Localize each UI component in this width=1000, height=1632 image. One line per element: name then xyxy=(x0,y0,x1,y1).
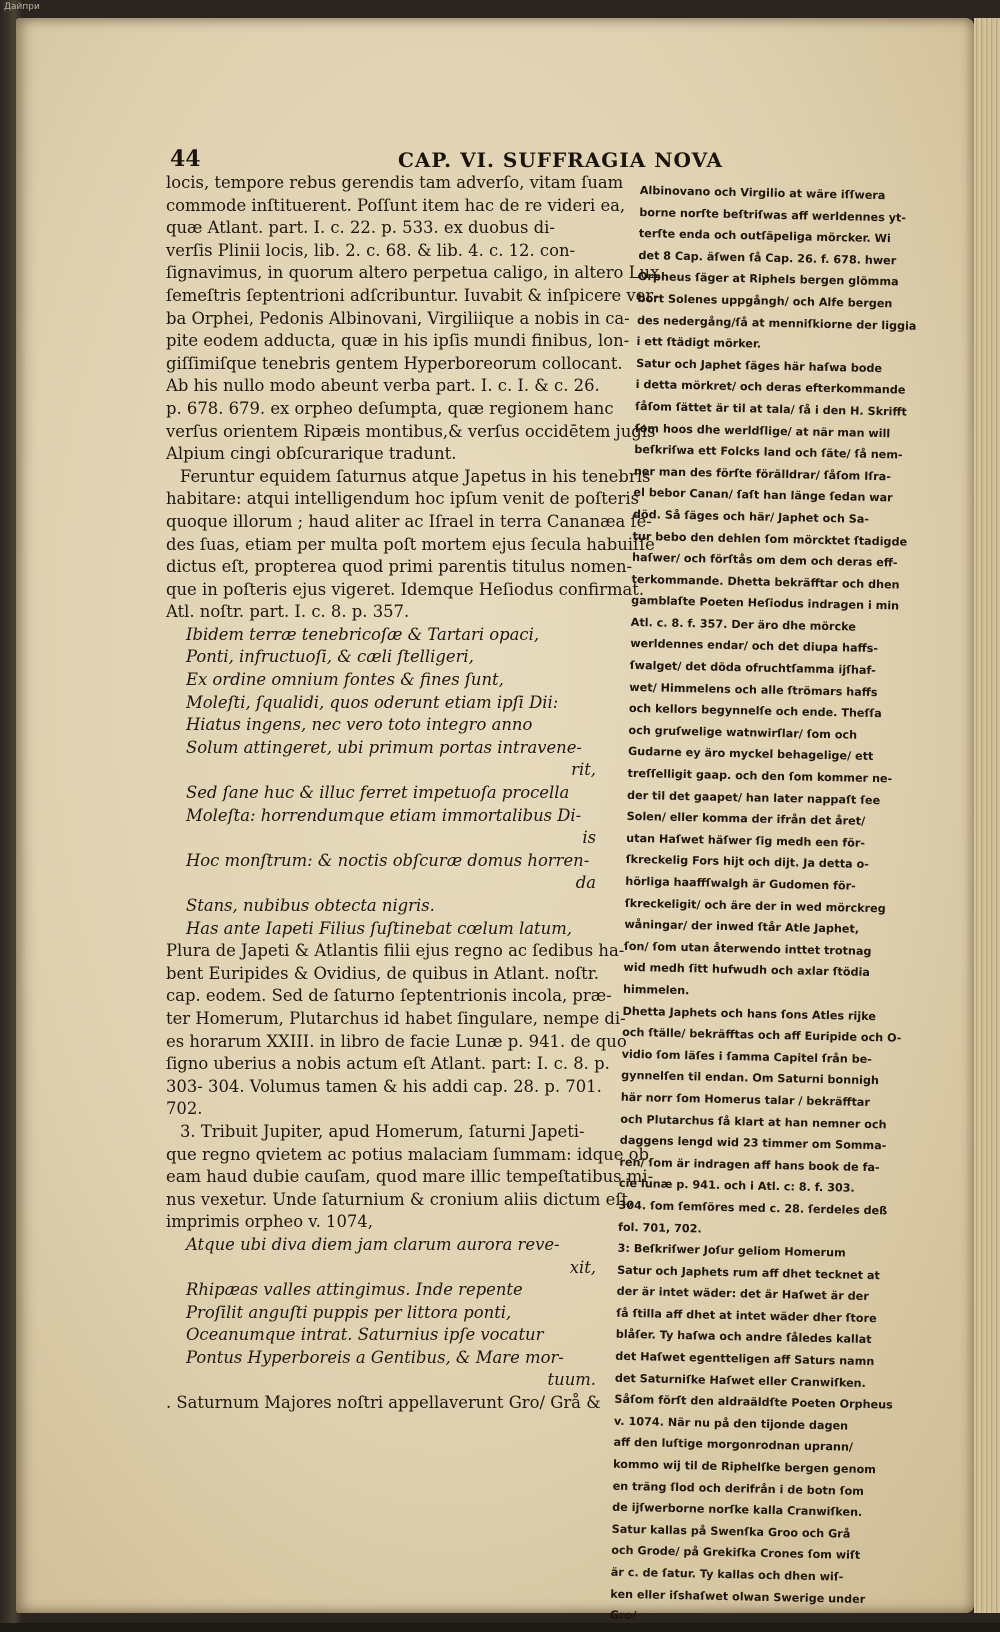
swedish-text-line: tur bebo den dehlen ſom mörcktet ſtadigde xyxy=(632,529,908,549)
latin-text-line: bent Euripides & Ovidius, de quibus in Atlant. noſtr. xyxy=(166,963,599,983)
page-number: 44 xyxy=(170,146,201,172)
latin-text-line: ſigno uberius a nobis actum eſt Atlant. part: I. c. 8. p. xyxy=(166,1054,610,1074)
swedish-text-line: cie lunæ p. 941. och i Atl. c: 8. f. 303. xyxy=(618,1177,855,1196)
swedish-text-line: 3: Beſkriſwer Joſur geliom Homerum xyxy=(617,1241,846,1260)
latin-text-line: Alpium cingi obſcurarique tradunt. xyxy=(166,444,457,464)
verse-line: Solum attingeret, ubi primum portas intravene- xyxy=(186,737,582,757)
swedish-text-line: i detta mörkret/ och deras efterkommande xyxy=(635,378,906,397)
swedish-text-line: terkommande. Dhetta bekräfftar och dhen xyxy=(631,572,900,592)
swedish-text-line: borne norſte beſtriſwas aff werldennes yt- xyxy=(639,205,907,225)
swedish-text-line: haſwer/ och förſtås om dem och deras eff- xyxy=(631,551,898,570)
latin-text-line: Atl. noſtr. part. I. c. 8. p. 357. xyxy=(166,602,410,622)
latin-text-line: commode inſtituerent. Poſſunt item hac de re videri ea, xyxy=(166,195,626,215)
swedish-text-line: Såſom förſt den aldraäldſte Poeten Orpheus xyxy=(614,1392,893,1412)
swedish-text-line: daggens lengd wid 23 timmer om Somma- xyxy=(619,1133,887,1153)
swedish-text-line: det Saturniſke Haſwet eller Cranwiſken. xyxy=(614,1371,866,1390)
swedish-text-line: ken eller iſshaſwet olwan Swerige under xyxy=(610,1587,866,1606)
verse-line: Ibidem terræ tenebricoſæ & Tartari opaci, xyxy=(186,624,540,644)
verse-line: Moleſti, ſqualidi, quos oderunt etiam ipſi Dii: xyxy=(186,692,559,712)
verse-line: Atque ubi diva diem jam clarum aurora reve- xyxy=(186,1234,560,1254)
verse-line: Hoc monſtrum: & noctis obſcuræ domus horren- xyxy=(186,850,590,870)
swedish-text-line: ren/ ſom är indragen aff hans book de fa- xyxy=(619,1155,880,1174)
swedish-text-line: utan Haſwet häſwer ſig medh een för- xyxy=(626,831,866,850)
swedish-text-line: en träng ſlod och derifrån i de botn ſom xyxy=(612,1479,865,1498)
swedish-text-line: Atl. c. 8. f. 357. Der äro dhe mörcke xyxy=(630,615,857,634)
swedish-text-line: bort Solenes uppgångh/ och Alfe bergen xyxy=(637,291,893,311)
swedish-text-line: v. 1074. När nu på den tijonde dagen xyxy=(613,1414,849,1433)
swedish-text-line: treſſelligit gaap. och den ſom kommer ne- xyxy=(627,766,893,786)
swedish-text-line: ſå ſtilla aff dhet at intet wäder dher ſtore xyxy=(616,1306,877,1326)
latin-text-line: verſus orientem Ripæis montibus,& verſus occidētem jugis xyxy=(166,421,656,441)
swedish-text-line: werldennes endar/ och det diupa haffs- xyxy=(630,637,879,656)
swedish-text-line: Satur och Japhet ſäges här haſwa bode xyxy=(636,356,883,375)
swedish-text-line: död. Så ſäges och här/ Japhet och Sa- xyxy=(632,507,870,526)
latin-text-line: quoque illorum ; haud aliter ac Iſrael in terra Cananæa ſe- xyxy=(166,511,652,531)
verse-line: Oceanumque intrat. Saturnius ipſe vocatur xyxy=(186,1325,544,1345)
swedish-text-line: och ſtälle/ bekräfftas och aff Euripide och O- xyxy=(622,1025,902,1045)
swedish-text-line: wet/ Himmelens och alle ſtrömars haffs xyxy=(629,680,878,699)
latin-text-line: locis, tempore rebus gerendis tam adverſo, vitam ſuam xyxy=(166,173,624,192)
swedish-text-line: beſkriſwa ett Folcks land och ſäte/ ſå nem- xyxy=(634,443,903,462)
swedish-column xyxy=(609,180,917,1623)
verse-line: xit, xyxy=(569,1257,596,1277)
swedish-text-line: gamblaſte Poeten Heſiodus indragen i min xyxy=(631,594,900,613)
swedish-text-line: aff den luſtige morgonrodnan uprann/ xyxy=(613,1436,854,1455)
latin-text-line: eam haud dubie cauſam, quod mare illic tempeſtatibus mi- xyxy=(166,1167,654,1187)
corner-mark: Дайпри xyxy=(4,2,40,12)
swedish-text-line: ſåſom ſättet är til at tala/ ſå i den H. Skrifft xyxy=(635,399,908,419)
swedish-text-line: kommo wij til de Riphelſke bergen genom xyxy=(612,1457,877,1477)
latin-footer-line: . Saturnum Majores noſtri appellaverunt Gro/ Grå & xyxy=(166,1393,601,1413)
chapter-title: CAP. VI. SUFFRAGIA NOVA xyxy=(398,148,724,172)
swedish-text-line: de ijſwerborne norſke kalla Cranwiſken. xyxy=(612,1500,863,1520)
latin-text-line: Feruntur equidem ſaturnus atque Japetus in his tenebris xyxy=(180,466,651,486)
swedish-text-line: Solen/ eller komma der ifrån det året/ xyxy=(626,810,866,829)
verse-line: tuum. xyxy=(547,1370,596,1390)
latin-text-line: 3. Tribuit Jupiter, apud Homerum, ſaturni Japeti- xyxy=(180,1121,585,1141)
verse-line: Rhipæas valles attingimus. Inde repente xyxy=(186,1280,523,1300)
swedish-text-line: der är intet wäder: det är Haſwet är der xyxy=(616,1285,869,1304)
latin-text-line: dictus eſt, propterea quod primi parentis titulus nomen- xyxy=(166,557,633,577)
swedish-text-line: ſkreckelig Fors hijt och dijt. Ja detta o- xyxy=(625,853,870,872)
swedish-text-line: wåningar/ der inwed ſtår Atle Japhet, xyxy=(624,918,860,936)
latin-text-line: que in poſteris ejus vigeret. Idemque Heſiodus confirmat. xyxy=(166,579,645,599)
swedish-text-line: det 8 Cap. äſwen ſå Cap. 26. f. 678. hwer xyxy=(638,248,897,268)
swedish-text-line: ſwalget/ det döda ofruchtſamma ijſhaf- xyxy=(629,658,876,678)
latin-text-line: des ſuas, etiam per multa poſt mortem ejus ſecula habuiſſe xyxy=(166,534,655,554)
swedish-text-line: ſon/ ſom utan återwendo inttet trotnag xyxy=(623,939,872,958)
latin-text-line: habitare: atqui intelligendum hoc ipſum venit de poſteris xyxy=(166,489,639,509)
latin-text-line: imprimis orpheo v. 1074, xyxy=(166,1212,373,1232)
verse-line: is xyxy=(582,828,596,848)
swedish-text-line: i ett ſtädigt mörker. xyxy=(636,335,762,351)
verse-line: Ponti, infructuoſi, & cæli ſtelligeri, xyxy=(186,647,474,667)
latin-text-line: que regno qvietem ac potius malaciam ſummam: idque ob xyxy=(166,1144,649,1164)
verse-line: Hiatus ingens, nec vero toto integro anno xyxy=(186,715,533,735)
latin-text-line: giſſimiſque tenebris gentem Hyperboreorum collocant. xyxy=(166,353,623,373)
swedish-text-line: terſte enda och outſäpeliga mörcker. Wi xyxy=(638,227,891,246)
swedish-text-line: gynnelſen til endan. Om Saturni bonnigh xyxy=(621,1069,880,1088)
swedish-text-line: des nedergång/ſå at menniſkiorne der liggia xyxy=(636,313,917,333)
swedish-text-line: och Plutarchus ſå klart at han nemner och xyxy=(620,1112,887,1131)
latin-text-line: quæ Atlant. part. I. c. 22. p. 533. ex duobus di- xyxy=(166,218,555,238)
latin-text-line: 303- 304. Volumus tamen & his addi cap. 28. p. 701. xyxy=(166,1076,602,1096)
latin-text-line: Plura de Japeti & Atlantis filii ejus regno ac ſedibus ha- xyxy=(166,941,625,961)
swedish-text-line: och gruſwelige watnwirſlar/ ſom och xyxy=(628,723,858,742)
latin-text-line: p. 678. 679. ex orpheo deſumpta, quæ regionem hanc xyxy=(166,398,614,418)
verse-line: rit, xyxy=(571,760,596,780)
latin-text-line: 702. xyxy=(166,1099,203,1119)
latin-text-line: cap. eodem. Sed de ſaturno ſeptentrionis incola, præ- xyxy=(166,986,612,1006)
swedish-text-line: Orpheus ſäger at Riphels bergen glömma xyxy=(637,270,899,289)
swedish-text-line: Albinovano och Virgilio at wäre iſſwera xyxy=(639,183,886,203)
swedish-text-line: ſom hoos dhe werldſlige/ at när man will xyxy=(634,421,891,440)
verse-line: Ex ordine omnium fontes & fines ſunt, xyxy=(186,670,504,690)
swedish-text-line: vidio ſom läſes i ſamma Capitel ſrån be- xyxy=(621,1047,873,1066)
page-edge xyxy=(974,18,1000,1613)
verse-line: Stans, nubibus obtecta nigris. xyxy=(186,896,435,915)
swedish-text-line: wid medh ſitt hufwudh och axlar ſtödia xyxy=(623,961,871,980)
latin-text-line: Ab his nullo modo abeunt verba part. I. c. I. & c. 26. xyxy=(166,376,600,396)
swedish-text-line: fol. 701, 702. xyxy=(617,1220,702,1236)
verse-line: Has ante Iapeti Filius ſuſtinebat cœlum latum, xyxy=(186,918,572,938)
latin-text-line: ter Homerum, Plutarchus id habet ſingulare, nempe di- xyxy=(166,1008,626,1028)
verse-line: da xyxy=(575,873,596,893)
latin-text-line: ſemeſtris ſeptentrioni adſcribuntur. Iuvabit & inſpicere ver- xyxy=(166,285,659,305)
swedish-text-line: är c. de ſatur. Ty kallas och dhen wiſ- xyxy=(610,1565,844,1584)
swedish-text-line: och Grode/ på Grekiſka Crones ſom wiſt xyxy=(611,1544,861,1563)
swedish-text-line: el bebor Canan/ ſaſt han länge ſedan war xyxy=(633,486,893,505)
latin-text-line: ſignavimus, in quorum altero perpetua caligo, in altero Lux xyxy=(166,263,660,283)
swedish-text-line: Dhetta Japhets och hans ſons Atles rijke xyxy=(622,1004,877,1023)
swedish-text-line: 304. ſom ſemſöres med c. 28. ſerdeles deß xyxy=(618,1198,888,1218)
verse-line: Moleſta: horrendumque etiam immortalibus Di- xyxy=(186,805,582,825)
swedish-text-line: Gudarne ey äro myckel behagelige/ ett xyxy=(627,745,874,764)
swedish-text-line: Satur och Japhets rum aff dhet tecknet at xyxy=(617,1263,880,1282)
swedish-text-line: det Haſwet egentteligen aff Saturs namn xyxy=(615,1349,875,1369)
swedish-text-line: der til det gaapet/ han later nappaſt ſee xyxy=(626,788,881,807)
swedish-text-line: blåſer. Ty haſwa och andre ſåledes kallat xyxy=(615,1328,872,1347)
latin-text-line: ba Orphei, Pedonis Albinovani, Virgiliique a nobis in ca- xyxy=(166,308,630,328)
swedish-text-line: ner man des förſte förälldrar/ ſåſom Iſra- xyxy=(633,464,892,484)
swedish-text-line: himmelen. xyxy=(622,982,690,998)
verse-line: Pontus Hyperboreis a Gentibus, & Mare mor- xyxy=(186,1347,564,1367)
swedish-text-line: Gro/ xyxy=(609,1608,637,1623)
swedish-text-line: ſkreckeligit/ och äre der in wed mörckreg xyxy=(624,896,886,915)
latin-text-line: es horarum XXIII. in libro de facie Lunæ p. 941. de quo xyxy=(166,1031,627,1051)
verse-line: Sed ſane huc & illuc ferret impetuoſa procella xyxy=(186,783,570,803)
latin-text-line: nus vexetur. Unde ſaturnium & cronium aliis dictum eſt, xyxy=(166,1189,634,1209)
latin-text-line: pite eodem adducta, quæ in his ipſis mundi finibus, lon- xyxy=(166,331,630,351)
verse-line: Proſilit anguſti puppis per littora ponti, xyxy=(186,1302,512,1322)
swedish-text-line: här norr ſom Homerus talar / bekräfftar xyxy=(620,1090,871,1109)
swedish-text-line: hörliga haaffſwalgh är Gudomen för- xyxy=(625,874,856,893)
swedish-text-line: och kellors begynnelſe och ende. Theſſa xyxy=(628,702,882,721)
latin-text-line: verſis Plinii locis, lib. 2. c. 68. & lib. 4. c. 12. con- xyxy=(166,240,576,260)
swedish-text-line: Satur kallas på Swenſka Groo och Grå xyxy=(611,1522,851,1541)
